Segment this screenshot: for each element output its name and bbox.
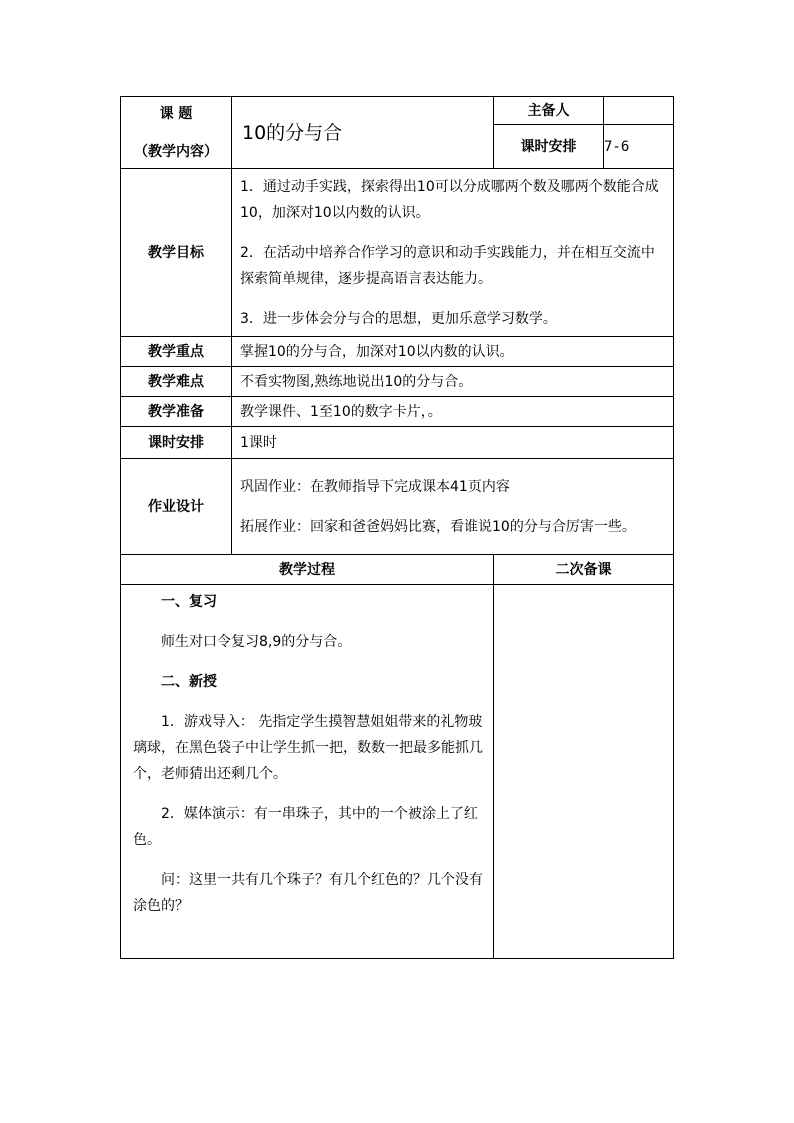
homework-label: 作业设计	[121, 459, 232, 555]
goal-item-1: 1．通过动手实践，探索得出10可以分成哪两个数及哪两个数能合成10，加深对10以内数的认识。	[240, 178, 659, 221]
period-label: 课时安排	[494, 125, 604, 169]
lesson-plan-table	[120, 96, 674, 959]
second-prep-label: 二次备课	[494, 555, 674, 585]
topic-label-2: （教学内容）	[134, 143, 218, 160]
lesson-title: 10的分与合	[232, 97, 494, 169]
key-point-label: 教学重点	[121, 337, 232, 367]
period-value: 7-6	[604, 125, 674, 169]
key-point-value: 掌握10的分与合，加深对10以内数的认识。	[232, 337, 674, 367]
preparation-value: 教学课件、1至10的数字卡片，。	[232, 397, 674, 427]
section1-text: 师生对口令复习8,9的分与合。	[161, 634, 352, 650]
goal-item-3: 3．进一步体会分与合的思想，更加乐意学习数学。	[240, 310, 557, 327]
preparation-label: 教学准备	[121, 397, 232, 427]
section1-title: 一、复习	[161, 594, 217, 610]
goals-label: 教学目标	[121, 169, 232, 337]
homework-content	[232, 459, 674, 555]
homework-item-1: 巩固作业：在教师指导下完成课本41页内容	[240, 478, 510, 495]
topic-label-1: 课 题	[159, 105, 193, 122]
section2-title: 二、新授	[161, 674, 217, 690]
process-item-2: 2．媒体演示：有一串珠子，其中的一个被涂上了红色。	[133, 806, 478, 848]
second-prep-content	[494, 585, 674, 959]
topic-label-cell	[121, 97, 232, 169]
process-content	[121, 585, 494, 959]
hours-label: 课时安排	[121, 427, 232, 459]
difficulty-label: 教学难点	[121, 367, 232, 397]
process-item-3: 问：这里一共有几个珠子？有几个红色的？几个没有涂色的？	[133, 872, 483, 914]
process-item-1: 1．游戏导入： 先指定学生摸智慧姐姐带来的礼物玻璃球，在黑色袋子中让学生抓一把，数数一把最多能抓几个，老师猜出还剩几个。	[133, 714, 483, 782]
hours-value: 1课时	[232, 427, 674, 459]
difficulty-value: 不看实物图,熟练地说出10的分与合。	[232, 367, 674, 397]
homework-item-2: 拓展作业：回家和爸爸妈妈比赛，看谁说10的分与合厉害一些。	[240, 518, 636, 535]
process-label: 教学过程	[121, 555, 494, 585]
goals-content	[232, 169, 674, 337]
goal-item-2: 2．在活动中培养合作学习的意识和动手实践能力，并在相互交流中探索简单规律，逐步提高语言表达能力。	[240, 244, 655, 287]
preparer-value	[604, 97, 674, 125]
preparer-label: 主备人	[494, 97, 604, 125]
